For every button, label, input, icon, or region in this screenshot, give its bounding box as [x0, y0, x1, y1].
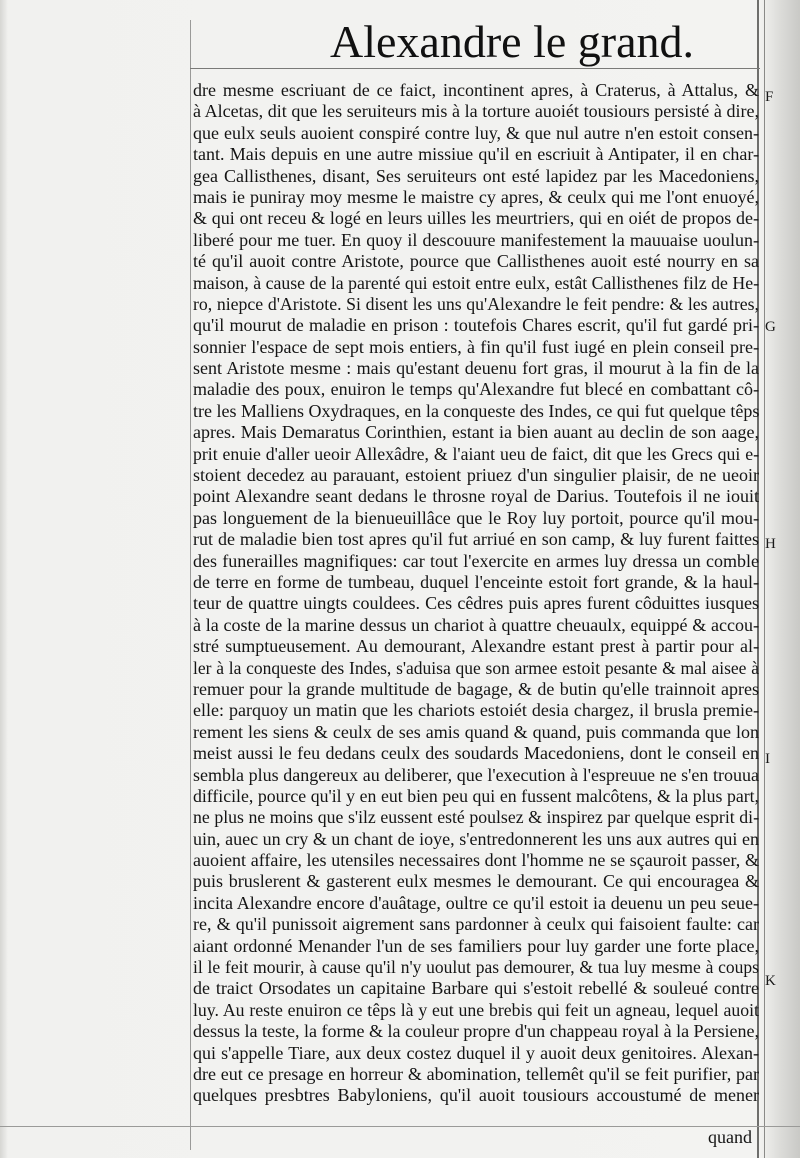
text-line: à Alcetas, dit que les seruiteurs mis à la torture auoiét tousiours persisté à dire, — [193, 101, 759, 122]
text-line: des funerailles magnifiques: car tout l'exercite en armes luy dressa un comble — [193, 550, 759, 571]
margin-letter-i: I — [765, 751, 770, 767]
text-line: & qui ont receu & logé en leurs uilles les meurtriers, qui en oiét de propos de- — [193, 208, 759, 229]
text-line: qu'il mourut de maladie en prison : toutefois Chares escrit, qu'il fut gardé pri- — [193, 315, 759, 336]
margin-letter-k: K — [765, 973, 776, 989]
text-line: gea Callisthenes, disant, Ses seruiteurs ont esté lapidez par les Macedoniens, — [193, 165, 759, 186]
text-line: mais ie puniray moy mesme le maistre cy apres, & ceulx qui me l'ont enuoyé, — [193, 186, 759, 207]
text-line: tre les Malliens Oxydraques, en la conqueste des Indes, ce qui fut quelque têps — [193, 400, 759, 421]
text-line: à la coste de la marine dessus un chariot à quattre cheuaulx, equippé & accou- — [193, 614, 759, 635]
text-line: luy. Au reste enuiron ce têps là y eut une brebis qui feit un agneau, lequel auoit — [193, 999, 759, 1020]
text-line: dessus la teste, la forme & la couleur propre d'un chappeau royal à la Persiene, — [193, 1021, 759, 1042]
text-line: tant. Mais depuis en une autre missiue qu'il en escriuit à Antipater, il en char- — [193, 144, 759, 165]
text-line: de traict Orsodates un capitaine Barbare qui s'estoit rebellé & souleué contre — [193, 978, 759, 999]
catchword: quand — [708, 1127, 752, 1147]
text-line: quelques presbtres Babyloniens, qu'il auoit tousiours accoustumé de mener — [193, 1085, 759, 1106]
text-line: remuer pour la grande multitude de bagage, & de butin qu'elle trainnoit apres — [193, 678, 759, 699]
text-line: que eulx seuls auoient conspiré contre luy, & que nul autre n'en estoit consen- — [193, 122, 759, 143]
text-line: aiant ordonné Menander l'un de ses familiers pour luy garder une forte place, — [193, 935, 759, 956]
text-line: pas longuement de la bienueuillâce que le Roy luy portoit, pource qu'il mou- — [193, 507, 759, 528]
footer-rule — [0, 1126, 800, 1127]
text-line: teur de quattre uingts couldees. Ces cêdres puis apres furent côduittes iusques — [193, 593, 759, 614]
text-line: qui s'appelle Tiare, aux deux costez duquel il y auoit deux genitoires. Alexan- — [193, 1042, 759, 1063]
text-line: maison, à cause de la parenté qui estoit entre eulx, estât Callisthenes filz de He- — [193, 272, 759, 293]
text-line: stoient decedez au parauant, estoient priuez d'un singulier plaisir, de ne ueoir — [193, 465, 759, 486]
margin-letter-h: H — [765, 536, 776, 552]
text-line: rut de maladie bien tost apres qu'il fut arriué en son camp, & luy furent faittes — [193, 529, 759, 550]
text-line: difficile, pource qu'il y en eut bien peu qui en fussent malcôtens, & la plus part, — [193, 785, 759, 806]
text-line: ro, niepce d'Aristote. Si disent les uns qu'Alexandre le feit pendre: & les autres, — [193, 293, 759, 314]
text-line: elle: parquoy un matin que les chariots estoiét desia chargez, il brusla premie- — [193, 700, 759, 721]
text-line: sent Aristote mesme : mais qu'estant deuenu fort gras, il mourut à la fin de la — [193, 358, 759, 379]
text-line: point Alexandre seant dedans le throsne royal de Darius. Toutefois il ne iouit — [193, 486, 759, 507]
text-line: ne plus ne moins que s'ilz eussent esté poulsez & inspirez par quelque esprit di- — [193, 807, 759, 828]
text-line: ler à la conqueste des Indes, s'aduisa que son armee estoit pesante & mal aisee à — [193, 657, 759, 678]
text-line: prit enuie d'aller ueoir Allexâdre, & l'aiant ueu de faict, dit que les Grecs qui e- — [193, 443, 759, 464]
body-text — [193, 80, 759, 1107]
margin-letter-g: G — [765, 319, 776, 335]
text-line: liberé pour me tuer. En quoy il descouure manifestement la mauuaise uoulun- — [193, 229, 759, 250]
text-line: il le feit mourir, à cause qu'il n'y uoulut pas demourer, & tua luy mesme à coups — [193, 957, 759, 978]
text-line: incita Alexandre encore d'auâtage, oultre ce qu'il estoit ia deuenu un peu seue- — [193, 892, 759, 913]
text-line: meist aussi le feu dedans ceulx des soudards Macedoniens, dont le conseil en — [193, 743, 759, 764]
text-line: auoient affaire, les utensiles necessaires dont l'homme ne se sçauroit passer, & — [193, 850, 759, 871]
text-line: dre eut ce presage en horreur & abomination, tellemêt qu'il se feit purifier, par — [193, 1063, 759, 1084]
text-line: rement les siens & ceulx de ses amis quand & quand, puis commanda que lon — [193, 721, 759, 742]
text-line: re, & qu'il punissoit aigrement sans pardonner à ceulx qui faisoient faulte: car — [193, 914, 759, 935]
text-line: stré sumptueusement. Au demourant, Alexandre estant prest à partir pour al- — [193, 636, 759, 657]
running-title: Alexandre le grand. — [330, 16, 695, 67]
text-line: puis bruslerent & gasterent eulx mesmes le demourant. Ce qui encouragea & — [193, 871, 759, 892]
left-margin-rule — [190, 20, 191, 1150]
text-line: sembla plus dangereux au deliberer, que l'execution à l'espreuue ne s'en trouua — [193, 764, 759, 785]
text-line: de terre en forme de tumbeau, duquel l'enceinte estoit fort grande, & la haul- — [193, 571, 759, 592]
text-line: sonnier l'espace de sept mois entiers, à fin qu'il fust iugé en plein conseil pre- — [193, 336, 759, 357]
text-line: apres. Mais Demaratus Corinthien, estant ia bien auant au declin de son aage, — [193, 422, 759, 443]
margin-letter-f: F — [765, 89, 774, 105]
text-line: té qu'il auoit contre Aristote, pource que Callisthenes auoit esté nourry en sa — [193, 251, 759, 272]
text-line: maladie des poux, enuiron le temps qu'Alexandre fut blecé en combattant cô- — [193, 379, 759, 400]
text-line: uin, auec un cry & un chant de ioye, s'entredonnerent les uns aux autres qui en — [193, 828, 759, 849]
text-line: dre mesme escriuant de ce faict, incontinent apres, à Craterus, à Attalus, & — [193, 80, 759, 100]
